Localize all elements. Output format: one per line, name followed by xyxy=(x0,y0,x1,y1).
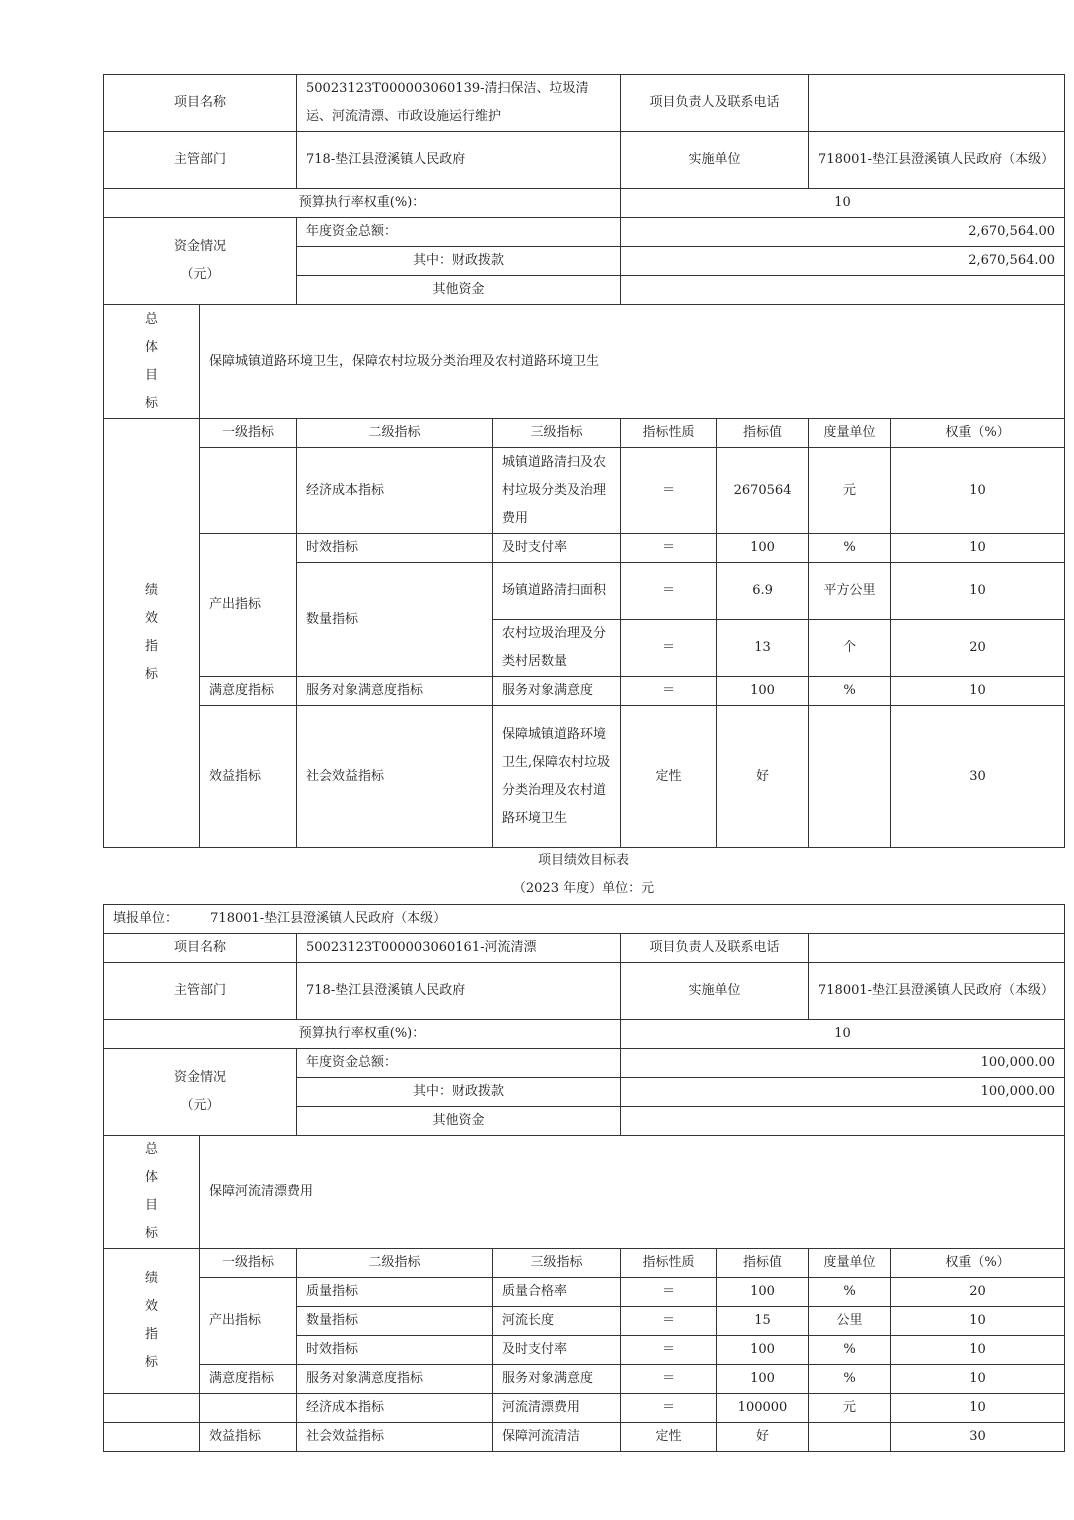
perf-char: 指 xyxy=(144,639,158,654)
table-row xyxy=(104,677,1065,706)
fund-total-label: 年度资金总额： xyxy=(297,1049,621,1078)
row-spacer-cell xyxy=(104,1394,200,1423)
cell-unit: 平方公里 xyxy=(809,563,891,620)
fund-fiscal-label: 其中：财政拨款 xyxy=(297,247,621,276)
cell-nature: ＝ xyxy=(621,448,717,534)
cell-level3: 河流长度 xyxy=(493,1307,621,1336)
dept-value: 718-垫江县澄溪镇人民政府 xyxy=(297,963,621,1020)
cell-nature: ＝ xyxy=(621,1307,717,1336)
owner-label: 项目负责人及联系电话 xyxy=(621,934,809,963)
impl-label: 实施单位 xyxy=(621,963,809,1020)
fund-label xyxy=(104,1049,297,1136)
cell-level3: 服务对象满意度 xyxy=(493,1365,621,1394)
header-level1: 一级指标 xyxy=(200,419,297,448)
cell-unit: % xyxy=(809,1365,891,1394)
cell-value: 100 xyxy=(717,1336,809,1365)
cell-unit: 元 xyxy=(809,1394,891,1423)
table-title: 项目绩效目标表 xyxy=(537,853,629,868)
cell-level2: 数量指标 xyxy=(297,563,493,677)
cell-level2: 时效指标 xyxy=(297,534,493,563)
table-row xyxy=(104,534,1065,563)
perf-char: 标 xyxy=(144,1355,158,1370)
cell-unit xyxy=(809,706,891,848)
impl-value: 718001-垫江县澄溪镇人民政府（本级） xyxy=(809,963,1065,1020)
cell-level3: 保障河流清洁 xyxy=(493,1423,621,1452)
cell-nature: ＝ xyxy=(621,620,717,677)
cell-level2: 服务对象满意度指标 xyxy=(297,1365,493,1394)
cell-level1 xyxy=(200,448,297,534)
header-unit: 度量单位 xyxy=(809,419,891,448)
cell-level3: 服务对象满意度 xyxy=(493,677,621,706)
perf-indicator-label xyxy=(104,419,200,848)
cell-value: 100000 xyxy=(717,1394,809,1423)
cell-level2: 经济成本指标 xyxy=(297,448,493,534)
cell-unit: 元 xyxy=(809,448,891,534)
cell-level3: 及时支付率 xyxy=(493,534,621,563)
cell-unit: 公里 xyxy=(809,1307,891,1336)
perf-char: 绩 xyxy=(144,1271,158,1286)
cell-level1: 效益指标 xyxy=(200,706,297,848)
cell-level3: 城镇道路清扫及农村垃圾分类及治理费用 xyxy=(493,448,621,534)
cell-level1 xyxy=(200,1394,297,1423)
perf-char: 指 xyxy=(144,1327,158,1342)
cell-weight: 10 xyxy=(891,1394,1065,1423)
fund-label-line1: 资金情况 xyxy=(174,239,227,254)
cell-unit: % xyxy=(809,534,891,563)
filler-value: 718001-垫江县澄溪镇人民政府（本级） xyxy=(210,911,447,926)
perf-char: 效 xyxy=(144,1299,158,1314)
cell-nature: ＝ xyxy=(621,563,717,620)
project-name-value: 50023123T000003060161-河流清漂 xyxy=(297,934,621,963)
cell-value: 6.9 xyxy=(717,563,809,620)
impl-value: 718001-垫江县澄溪镇人民政府（本级） xyxy=(809,132,1065,189)
owner-label: 项目负责人及联系电话 xyxy=(621,75,809,132)
cell-level2: 质量指标 xyxy=(297,1278,493,1307)
cell-weight: 30 xyxy=(891,1423,1065,1452)
cell-unit: % xyxy=(809,677,891,706)
goal-char: 体 xyxy=(144,339,158,355)
goal-char: 总 xyxy=(144,311,158,327)
cell-level2: 社会效益指标 xyxy=(297,706,493,848)
project-name-label: 项目名称 xyxy=(104,75,297,132)
cell-unit: % xyxy=(809,1278,891,1307)
goal-char: 目 xyxy=(144,367,158,383)
row-spacer-cell xyxy=(104,1423,200,1452)
overall-goal-label xyxy=(104,305,200,419)
header-nature: 指标性质 xyxy=(621,419,717,448)
cell-level3: 及时支付率 xyxy=(493,1336,621,1365)
project-name-value: 50023123T000003060139-清扫保洁、垃圾清运、河流清漂、市政设施运行维护 xyxy=(297,75,621,132)
overall-goal-label xyxy=(104,1136,200,1249)
cell-nature: 定性 xyxy=(621,706,717,848)
cell-level2: 数量指标 xyxy=(297,1307,493,1336)
cell-weight: 10 xyxy=(891,1365,1065,1394)
budget-weight-value: 10 xyxy=(621,189,1065,218)
header-nature: 指标性质 xyxy=(621,1249,717,1278)
overall-goal-text: 保障河流清漂费用 xyxy=(200,1136,1065,1249)
dept-label: 主管部门 xyxy=(104,963,297,1020)
header-level3: 三级指标 xyxy=(493,1249,621,1278)
cell-level3: 河流清漂费用 xyxy=(493,1394,621,1423)
owner-value xyxy=(809,75,1065,132)
cell-nature: ＝ xyxy=(621,1394,717,1423)
cell-value: 100 xyxy=(717,677,809,706)
impl-label: 实施单位 xyxy=(621,132,809,189)
fund-fiscal-label: 其中：财政拨款 xyxy=(297,1078,621,1107)
cell-value: 100 xyxy=(717,534,809,563)
cell-level1: 产出指标 xyxy=(200,1278,297,1365)
goal-char: 标 xyxy=(144,1226,158,1241)
cell-unit: 个 xyxy=(809,620,891,677)
owner-value xyxy=(809,934,1065,963)
cell-weight: 10 xyxy=(891,1307,1065,1336)
perf-char: 标 xyxy=(144,667,158,682)
cell-weight: 10 xyxy=(891,677,1065,706)
perf-char: 绩 xyxy=(144,583,158,598)
goal-char: 标 xyxy=(144,395,158,411)
cell-weight: 30 xyxy=(891,706,1065,848)
cell-nature: ＝ xyxy=(621,677,717,706)
table-row xyxy=(104,1365,1065,1394)
cell-level3: 质量合格率 xyxy=(493,1278,621,1307)
header-weight: 权重（%） xyxy=(891,1249,1065,1278)
dept-value: 718-垫江县澄溪镇人民政府 xyxy=(297,132,621,189)
filler-label: 填报单位： xyxy=(113,911,179,926)
cell-unit: % xyxy=(809,1336,891,1365)
cell-level3: 场镇道路清扫面积 xyxy=(493,563,621,620)
fund-label-line2: （元） xyxy=(180,267,220,282)
performance-table-1 xyxy=(103,74,1065,848)
cell-level2: 经济成本指标 xyxy=(297,1394,493,1423)
cell-unit xyxy=(809,1423,891,1452)
dept-label: 主管部门 xyxy=(104,132,297,189)
header-value: 指标值 xyxy=(717,1249,809,1278)
table-row xyxy=(104,1423,1065,1452)
header-unit: 度量单位 xyxy=(809,1249,891,1278)
cell-nature: ＝ xyxy=(621,1365,717,1394)
fund-other-value xyxy=(621,1107,1065,1136)
header-level2: 二级指标 xyxy=(297,1249,493,1278)
cell-value: 100 xyxy=(717,1365,809,1394)
cell-level1: 满意度指标 xyxy=(200,1365,297,1394)
cell-level1: 满意度指标 xyxy=(200,677,297,706)
cell-value: 好 xyxy=(717,706,809,848)
header-level2: 二级指标 xyxy=(297,419,493,448)
cell-nature: 定性 xyxy=(621,1423,717,1452)
table-row xyxy=(104,706,1065,848)
cell-nature: ＝ xyxy=(621,534,717,563)
cell-level3: 保障城镇道路环境卫生,保障农村垃圾分类治理及农村道路环境卫生 xyxy=(493,706,621,848)
cell-nature: ＝ xyxy=(621,1336,717,1365)
table-subtitle: （2023 年度）单位：元 xyxy=(512,881,655,896)
cell-level2: 时效指标 xyxy=(297,1336,493,1365)
cell-value: 2670564 xyxy=(717,448,809,534)
perf-indicator-label xyxy=(104,1249,200,1394)
fund-other-label: 其他资金 xyxy=(297,1107,621,1136)
fund-other-value xyxy=(621,276,1065,305)
performance-table-2 xyxy=(103,904,1065,1452)
goal-char: 目 xyxy=(144,1198,158,1213)
budget-weight-label: 预算执行率权重(%)： xyxy=(104,1020,621,1049)
cell-weight: 10 xyxy=(891,534,1065,563)
table-row xyxy=(104,448,1065,534)
table-row xyxy=(104,1278,1065,1307)
fund-label-line2: （元） xyxy=(180,1098,220,1113)
fund-label-line1: 资金情况 xyxy=(173,1070,226,1085)
fund-label xyxy=(104,218,297,305)
header-level1: 一级指标 xyxy=(200,1249,297,1278)
cell-weight: 20 xyxy=(891,620,1065,677)
cell-weight: 10 xyxy=(891,563,1065,620)
cell-value: 好 xyxy=(717,1423,809,1452)
cell-nature: ＝ xyxy=(621,1278,717,1307)
fund-total-label: 年度资金总额： xyxy=(297,218,621,247)
budget-weight-value: 10 xyxy=(621,1020,1065,1049)
overall-goal-text: 保障城镇道路环境卫生，保障农村垃圾分类治理及农村道路环境卫生 xyxy=(200,305,1065,419)
header-weight: 权重（%） xyxy=(891,419,1065,448)
filler-unit-row xyxy=(104,905,1065,934)
cell-level1: 效益指标 xyxy=(200,1423,297,1452)
header-level3: 三级指标 xyxy=(493,419,621,448)
cell-value: 100 xyxy=(717,1278,809,1307)
cell-level2: 服务对象满意度指标 xyxy=(297,677,493,706)
fund-fiscal-value: 2,670,564.00 xyxy=(621,247,1065,276)
budget-weight-label: 预算执行率权重(%)： xyxy=(104,189,621,218)
perf-char: 效 xyxy=(144,611,158,626)
fund-total-value: 100,000.00 xyxy=(621,1049,1065,1078)
goal-char: 体 xyxy=(144,1170,158,1185)
fund-other-label: 其他资金 xyxy=(297,276,621,305)
cell-weight: 10 xyxy=(891,448,1065,534)
header-value: 指标值 xyxy=(717,419,809,448)
cell-level1: 产出指标 xyxy=(200,534,297,677)
cell-level2: 社会效益指标 xyxy=(297,1423,493,1452)
cell-weight: 10 xyxy=(891,1336,1065,1365)
fund-total-value: 2,670,564.00 xyxy=(621,218,1065,247)
goal-char: 总 xyxy=(144,1142,158,1157)
cell-value: 15 xyxy=(717,1307,809,1336)
cell-value: 13 xyxy=(717,620,809,677)
project-name-label: 项目名称 xyxy=(104,934,297,963)
cell-weight: 20 xyxy=(891,1278,1065,1307)
table-row xyxy=(104,1394,1065,1423)
fund-fiscal-value: 100,000.00 xyxy=(621,1078,1065,1107)
cell-level3: 农村垃圾治理及分类村居数量 xyxy=(493,620,621,677)
